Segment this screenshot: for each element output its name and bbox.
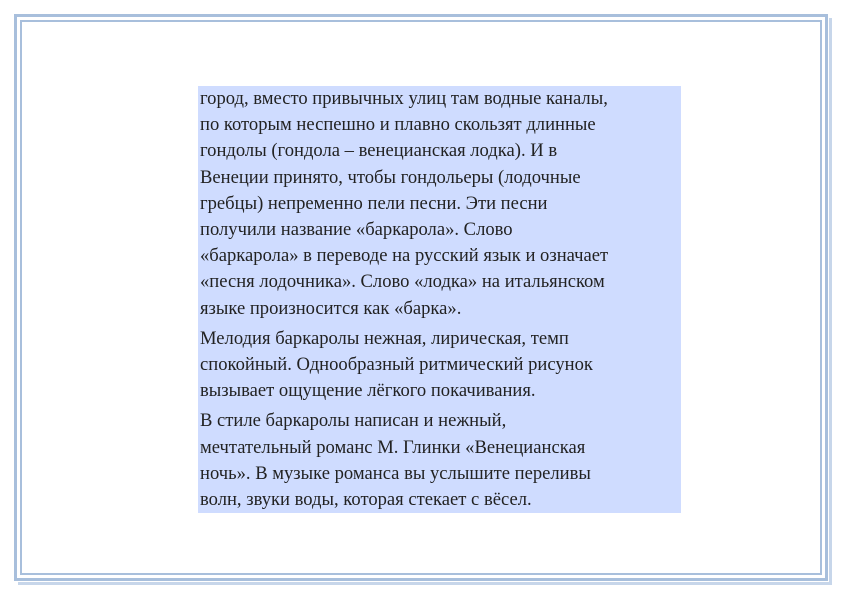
text-line: мечтательный романс М. Глинки «Венецианская (200, 436, 586, 458)
text-line: Венеции принято, чтобы гондольеры (лодочные (200, 166, 581, 188)
text-line: город, вместо привычных улиц там водные каналы, (200, 88, 608, 109)
text-line: спокойный. Однообразный ритмический рисунок (200, 354, 593, 376)
text-line: языке произносится как «барка». (200, 297, 462, 319)
text-line: получили название «баркарола». Слово (200, 219, 513, 241)
slide-text-box (198, 86, 681, 513)
paragraph-glinka-romance (200, 408, 679, 513)
text-line: В стиле баркаролы написан и нежный, (200, 410, 507, 432)
paragraph-barcarolle-melody (200, 326, 679, 405)
text-line: гребцы) непременно пели песни. Эти песни (200, 192, 548, 214)
paragraph-venice-gondolas (200, 86, 679, 322)
text-line: волн, звуки воды, которая стекает с вёсел. (200, 489, 532, 511)
text-line: «баркарола» в переводе на русский язык и означает (200, 245, 609, 267)
text-line: Мелодия баркаролы нежная, лирическая, темп (200, 327, 569, 349)
text-line: ночь». В музыке романса вы услышите переливы (200, 462, 591, 484)
text-line: по которым неспешно и плавно скользят длинные (200, 114, 596, 136)
text-line: «песня лодочника». Слово «лодка» на итальянском (200, 271, 605, 293)
text-line: гондолы (гондола – венецианская лодка). И в (200, 140, 558, 162)
text-line: вызывает ощущение лёгкого покачивания. (200, 380, 536, 402)
